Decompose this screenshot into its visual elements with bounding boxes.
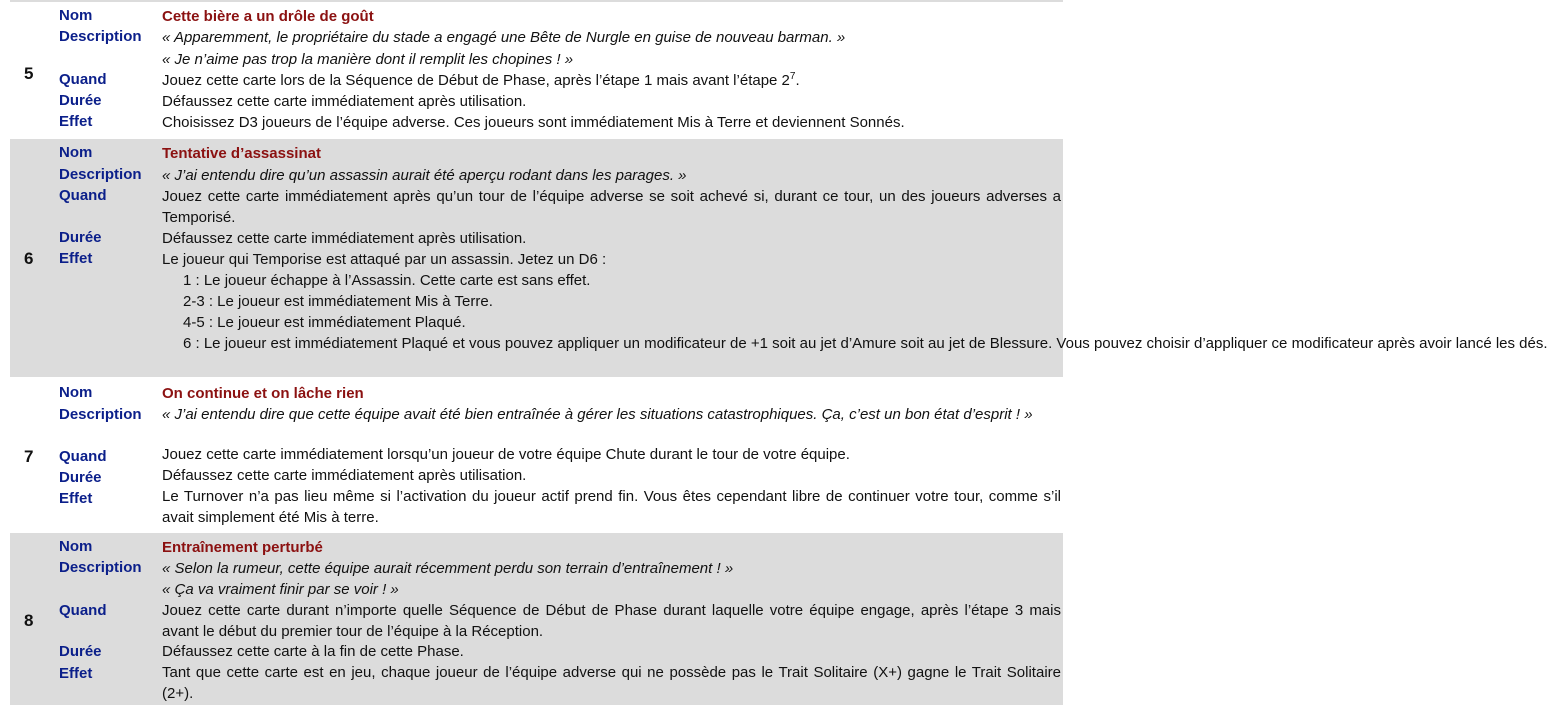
card-description: « J’ai entendu dire que cette équipe avait été bien entraînée à gérer les situations catastrophiques. Ça, c’est un bon état d’esprit ! » [162,406,1033,423]
card-5 [10,2,1063,135]
card-effet: Le Turnover n’a pas lieu même si l’activation du joueur actif prend fin. Vous êtes cependant libre de continuer votre tour, comme s’il avait simplement été Mis à terre. [162,488,1061,526]
card-title: Cette bière a un drôle de goût [162,8,374,25]
label-effet: Effet [59,113,93,130]
card-8 [10,533,1063,705]
label-quand: Quand [59,448,107,465]
card-description: « J’ai entendu dire qu’un assassin aurait été aperçu rodant dans les parages. » [162,167,687,184]
card-description-line: « Je n’aime pas trop la manière dont il remplit les chopines ! » [162,51,574,68]
card-7 [10,379,1063,530]
card-title: Tentative d’assassinat [162,145,321,162]
label-duree: Durée [59,469,102,486]
label-description: Description [59,28,142,45]
label-quand: Quand [59,602,107,619]
label-effet: Effet [59,490,93,507]
footnote-ref: 7 [789,71,796,82]
card-number: 6 [24,249,34,268]
card-quand [162,70,1061,91]
card-quand: Jouez cette carte immédiatement lorsqu’un joueur de votre équipe Chute durant le tour de votre équipe. [162,446,850,463]
label-duree: Durée [59,92,102,109]
card-title: Entraînement perturbé [162,539,323,556]
card-duree: Défaussez cette carte immédiatement après utilisation. [162,467,527,484]
card-description-line: « Ça va vraiment finir par se voir ! » [162,581,399,598]
card-quand: Jouez cette carte durant n’importe quelle Séquence de Début de Phase durant laquelle votre équipe engage, après l’étape 3 mais avant le début du premier tour de l’équipe à la Réception. [162,602,1061,640]
card-duree: Défaussez cette carte immédiatement après utilisation. [162,230,527,247]
label-nom: Nom [59,538,93,555]
label-quand: Quand [59,187,107,204]
card-effet: Choisissez D3 joueurs de l’équipe adverse. Ces joueurs sont immédiatement Mis à Terre et deviennent Sonnés. [162,114,905,131]
label-description: Description [59,559,142,576]
card-number: 8 [24,611,34,630]
card-quand-end: . [795,72,800,89]
label-effet: Effet [59,250,93,267]
label-description: Description [59,406,142,423]
label-duree: Durée [59,229,102,246]
card-description-line: « Selon la rumeur, cette équipe aurait récemment perdu son terrain d’entraînement ! » [162,560,734,577]
dice-result: 1 : Le joueur échappe à l’Assassin. Cette carte est sans effet. [183,272,591,289]
card-6 [10,139,1548,377]
card-quand: Jouez cette carte immédiatement après qu’un tour de l’équipe adverse se soit achevé si, durant ce tour, un des joueurs adverses a Temporisé. [162,188,1061,226]
card-effet: Tant que cette carte est en jeu, chaque joueur de l’équipe adverse qui ne possède pas le Trait Solitaire (X+) gagne le Trait Solitaire (2+). [162,664,1061,702]
card-number: 5 [24,64,34,83]
label-nom: Nom [59,7,93,24]
card-number: 7 [24,447,34,466]
label-description: Description [59,166,142,183]
dice-result: 2-3 : Le joueur est immédiatement Mis à Terre. [183,293,493,310]
card-duree: Défaussez cette carte à la fin de cette Phase. [162,643,464,660]
dice-result: 6 : Le joueur est immédiatement Plaqué et vous pouvez appliquer un modificateur de +1 soit au jet d’Amure soit au jet de Blessure. Vous pouvez choisir d’appliquer ce modificateur après avoir lancé les dés. [183,335,1548,352]
card-effet: Le joueur qui Temporise est attaqué par un assassin. Jetez un D6 : [162,251,607,268]
card-description-line: « Apparemment, le propriétaire du stade a engagé une Bête de Nurgle en guise de nouveau barman. » [162,29,846,46]
card-title: On continue et on lâche rien [162,385,364,402]
label-nom: Nom [59,384,93,401]
label-nom: Nom [59,144,93,161]
card-duree: Défaussez cette carte immédiatement après utilisation. [162,93,527,110]
label-duree: Durée [59,643,102,660]
label-quand: Quand [59,71,107,88]
label-effet: Effet [59,665,93,682]
card-quand-text: Jouez cette carte lors de la Séquence de Début de Phase, après l’étape 1 mais avant l’étape 2 [162,72,790,89]
dice-result: 4-5 : Le joueur est immédiatement Plaqué. [183,314,466,331]
